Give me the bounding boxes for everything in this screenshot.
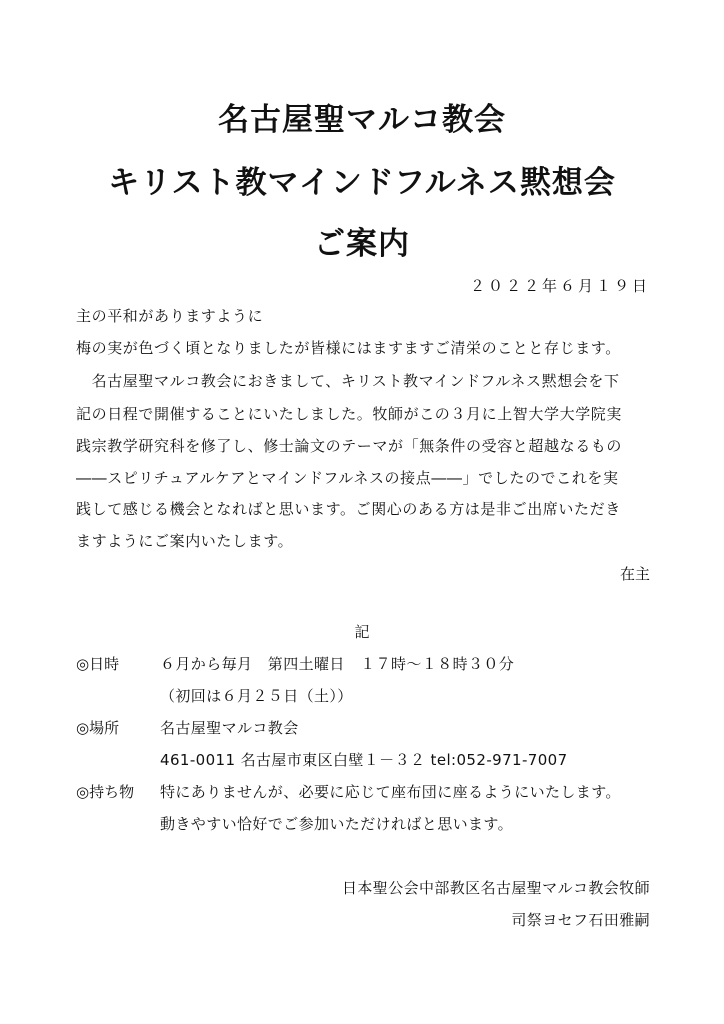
body-line: 梅の実が色づく頃となりましたが皆様にはますますご清栄のことと存じます。 <box>76 339 621 357</box>
belongings-value: 特にありませんが、必要に応じて座布団に座るようにいたします。 <box>160 783 621 801</box>
signature-name: 司祭ヨセフ石田雅嗣 <box>511 911 650 929</box>
body-line: 践して感じる機会となればと思います。ご関心のある方は是非ご出席いただき <box>76 500 621 518</box>
closing-in-lord: 在主 <box>619 565 650 583</box>
title-guide: ご案内 <box>314 226 410 262</box>
datetime-note: （初回は６月２５日（土）） <box>160 687 353 705</box>
body-line: 践宗教学研究科を修了し、修士論文のテーマが「無条件の受容と超越なるもの <box>76 437 623 455</box>
body-line: 名古屋聖マルコ教会におきまして、キリスト教マインドフルネス黙想会を下 <box>76 372 620 390</box>
document-date: ２０２２年６月１９日 <box>469 277 650 295</box>
belongings-note: 動きやすい恰好でご参加いただければと思います。 <box>160 815 514 833</box>
title-church-name: 名古屋聖マルコ教会 <box>218 102 506 138</box>
signature-affiliation: 日本聖公会中部教区名古屋聖マルコ教会牧師 <box>341 879 650 897</box>
place-label: ◎場所 <box>76 719 120 737</box>
title-event-name: キリスト教マインドフルネス黙想会 <box>108 165 616 201</box>
greeting: 主の平和がありますように <box>76 307 264 325</box>
body-line: ますようにご案内いたします。 <box>76 532 294 550</box>
datetime-label: ◎日時 <box>76 655 120 673</box>
place-value: 名古屋聖マルコ教会 <box>160 719 299 737</box>
belongings-label: ◎持ち物 <box>76 783 135 801</box>
ki-heading: 記 <box>354 623 370 641</box>
body-line: 記の日程で開催することにいたしました。牧師がこの３月に上智大学大学院実 <box>76 405 623 423</box>
body-line: ――スピリチュアルケアとマインドフルネスの接点――」でしたのでこれを実 <box>76 469 619 487</box>
place-address: 461-0011 名古屋市東区白壁１－３２ tel:052-971-7007 <box>160 751 568 769</box>
datetime-value: ６月から毎月 第四土曜日 １７時～１８時３０分 <box>160 655 515 673</box>
